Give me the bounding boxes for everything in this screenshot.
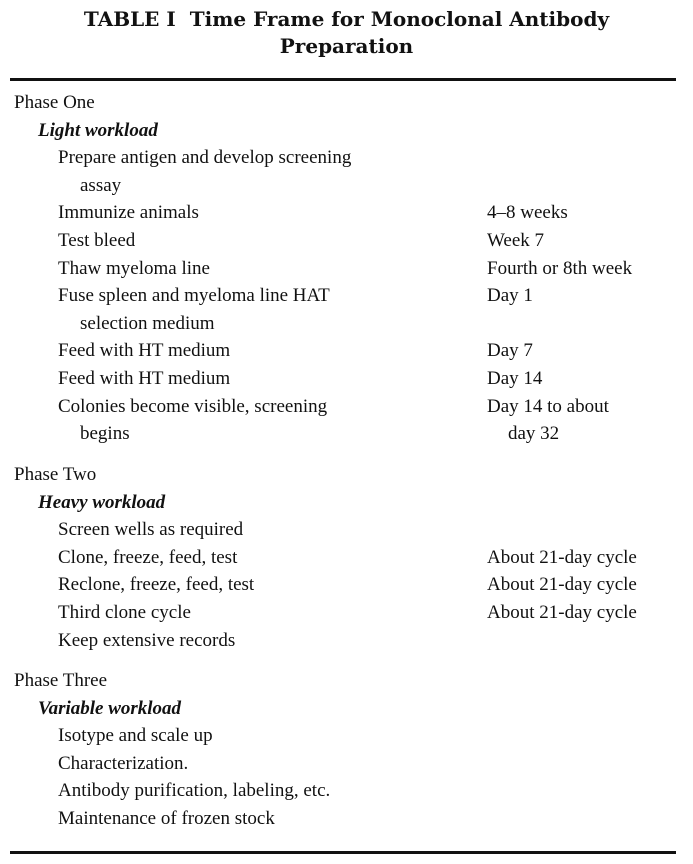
- task-continuation: begins: [80, 423, 130, 445]
- time-frame: About 21-day cycle: [487, 574, 637, 596]
- time-frame: Day 7: [487, 340, 533, 362]
- phase-heading: Phase Three: [14, 670, 108, 691]
- bottom-rule: [10, 851, 676, 854]
- time-frame: Day 1: [487, 285, 533, 307]
- time-frame: Fourth or 8th week: [487, 257, 633, 279]
- task-text: Colonies become visible, screening: [58, 395, 328, 417]
- task-text: Feed with HT medium: [58, 340, 231, 362]
- title-line-1: [0, 6, 693, 33]
- time-frame: Day 14 to about: [487, 395, 609, 417]
- task-text: Clone, freeze, feed, test: [58, 546, 238, 568]
- task-text: Thaw myeloma line: [58, 257, 210, 279]
- table-number: TABLE I: [83, 7, 176, 31]
- time-frame: About 21-day cycle: [487, 546, 637, 568]
- task-text: Feed with HT medium: [58, 368, 231, 389]
- task-text: Antibody purification, labeling, etc.: [58, 780, 331, 802]
- top-rule: [10, 78, 676, 81]
- task-text: Fuse spleen and myeloma line HAT: [58, 285, 330, 307]
- table-title: [0, 6, 693, 60]
- task-text: Third clone cycle: [58, 602, 191, 623]
- task-continuation: assay: [80, 174, 122, 196]
- task-text: Isotype and scale up: [58, 725, 213, 747]
- workload-label: Heavy workload: [38, 491, 166, 513]
- task-continuation: selection medium: [80, 312, 215, 334]
- task-text: Screen wells as required: [58, 519, 244, 541]
- task-text: Keep extensive records: [58, 629, 236, 651]
- time-frame: Week 7: [487, 230, 545, 251]
- time-frame: 4–8 weeks: [487, 202, 568, 224]
- task-text: Test bleed: [58, 230, 136, 251]
- task-text: Immunize animals: [58, 202, 199, 224]
- time-frame: About 21-day cycle: [487, 602, 637, 623]
- task-text: Characterization.: [58, 752, 189, 774]
- title-line-2: Preparation: [279, 34, 414, 58]
- workload-label: Variable workload: [38, 697, 182, 719]
- time-frame: Day 14: [487, 368, 543, 389]
- phase-heading: Phase Two: [14, 464, 97, 485]
- task-text: Reclone, freeze, feed, test: [58, 574, 255, 596]
- time-continuation: day 32: [508, 423, 560, 445]
- task-text: Maintenance of frozen stock: [58, 808, 275, 829]
- workload-label: Light workload: [38, 119, 158, 141]
- phase-heading: Phase One: [14, 92, 95, 113]
- title-text: Time Frame for Monoclonal Antibody: [189, 7, 610, 31]
- task-text: Prepare antigen and develop screening: [58, 147, 352, 169]
